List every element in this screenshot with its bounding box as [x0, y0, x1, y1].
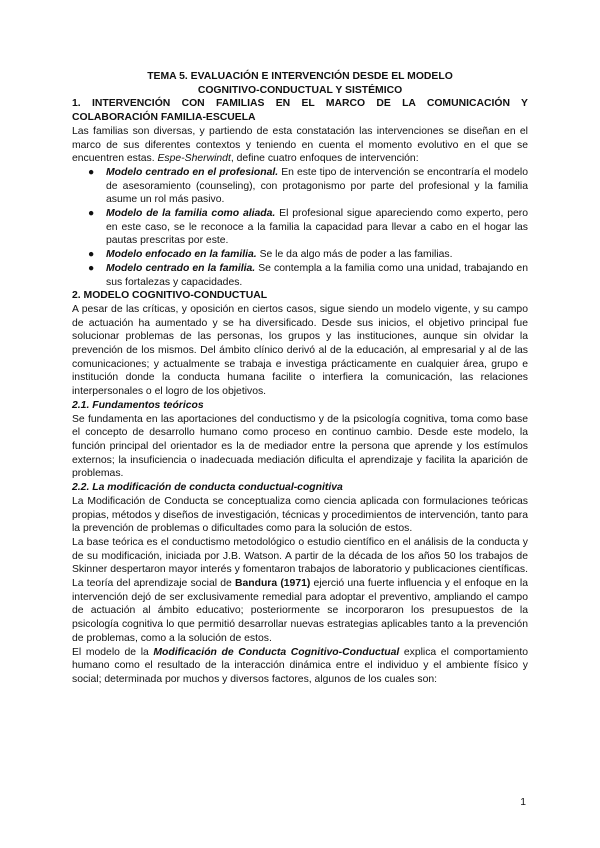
list-item: ● Modelo de la familia como aliada. El profesional sigue apareciendo como experto, pero en este caso, se le reconoce a la familia la capacidad para llevar a cabo en el hogar las pautas prescritas por este. — [88, 208, 529, 247]
list-item: ● Modelo centrado en el profesional. En este tipo de intervención se encontraría el modelo de asesoramiento (counseling), con protagonismo por parte del profesional y la familia asume un rol más pasivo. — [88, 166, 528, 206]
subsection-2-2-paragraph-1: La Modificación de Conducta se conceptualiza como ciencia aplicada con formulaciones teóricas propias, métodos y diseños de investigación, técnicas y procedimientos de intervención, tanto para la prevención de problemas o dificultades como para la solución de estos. — [72, 495, 528, 535]
title-line-2: COGNITIVO-CONDUCTUAL Y SISTÉMICO — [197, 84, 403, 96]
section-1-heading: 1. INTERVENCIÓN CON FAMILIAS EN EL MARCO DE LA COMUNICACIÓN Y COLABORACIÓN FAMILIA-ESCUELA — [72, 98, 528, 124]
subsection-2-2-paragraph-3: El modelo de la Modificación de Conducta Cognitivo-Conductual explica el comportamiento humano como el resultado de la interacción dinámica entre el individuo y el ambiente físico y social; determinada por muchos y diversos factores, algunos de los cuales son: — [72, 646, 528, 685]
subsection-2-2-heading: 2.2. La modificación de conducta conductual-cognitiva — [72, 482, 343, 494]
page-number: 1 — [520, 797, 526, 808]
approaches-list — [72, 166, 528, 289]
section-1-intro: Las familias son diversas, y partiendo de esta constatación las intervenciones se diseñan en el marco de sus diferentes contextos y teniendo en cuenta el momento evolutivo en el que se encuentren estas. Espe-Sherwindt, define cuatro enfoques de intervención: — [72, 125, 528, 165]
page-content — [72, 70, 528, 687]
list-item: ● Modelo centrado en la familia. Se contempla a la familia como una unidad, trabajando en sus fortalezas y capacidades. — [88, 262, 528, 288]
section-2-paragraph: A pesar de las críticas, y oposición en ciertos casos, sigue siendo un modelo vigente, y su campo de actuación ha aumentado y se ha diversificado. Desde sus inicios, el objetivo principal fue solucionar problemas de las personas, los grupos y las instituciones, aunque sin olvidar la prevención de los mismos. Del ámbito clínico derivó al de la educación, al empresarial y al de las comunicaciones; y actualmente se trabaja e investiga prácticamente en cualquier área, grupo e institución donde la conducta humana facilite o interfiera la comunicación, las relaciones interpersonales o el logro de los objetivos. — [72, 303, 528, 398]
subsection-2-1-heading: 2.1. Fundamentos teóricos — [72, 399, 204, 411]
section-2-heading: 2. MODELO COGNITIVO-CONDUCTUAL — [72, 290, 268, 302]
bullet-icon: ● — [88, 208, 95, 220]
title-line-1: TEMA 5. EVALUACIÓN E INTERVENCIÓN DESDE EL MODELO — [147, 71, 453, 82]
bullet-icon: ● — [88, 262, 95, 274]
subsection-2-2-paragraph-2: La base teórica es el conductismo metodológico o estudio científico en el análisis de la conducta y de su modificación, iniciada por J.B. Watson. A partir de la década de los años 50 los trabajos de Skinner despertaron mayor interés y fomentaron trabajos de laboratorio y publicaciones científicas. La teoría del aprendizaje social de Bandura (1971) ejerció una fuerte influencia y el enfoque en la intervención dejó de ser exclusivamente remedial para adoptar el preventivo, ampliando el campo de actuación al ámbito educativo; posteriormente se incorporaron los presupuestos de la psicología cognitiva lo que permitió desarrollar nuevas estrategias aplicables tanto a la prevención de problemas, como a la solución de estos. — [72, 536, 528, 644]
bullet-icon: ● — [88, 166, 95, 178]
subsection-2-1-paragraph: Se fundamenta en las aportaciones del conductismo y de la psicología cognitiva, toma como base el concepto de desarrollo humano como proceso en continuo cambio. Desde este modelo, la función principal del orientador es la de mediador entre la persona que aprende y los estímulos externos; la insuficiencia o inadecuada mediación dificulta el aprendizaje y facilita la aparición de problemas. — [72, 413, 528, 480]
bullet-icon: ● — [88, 249, 95, 261]
document-title — [72, 70, 528, 97]
author-name: Espe-Sherwindt — [157, 153, 231, 165]
list-item: ● Modelo enfocado en la familia. Se le da algo más de poder a las familias. — [88, 249, 453, 261]
